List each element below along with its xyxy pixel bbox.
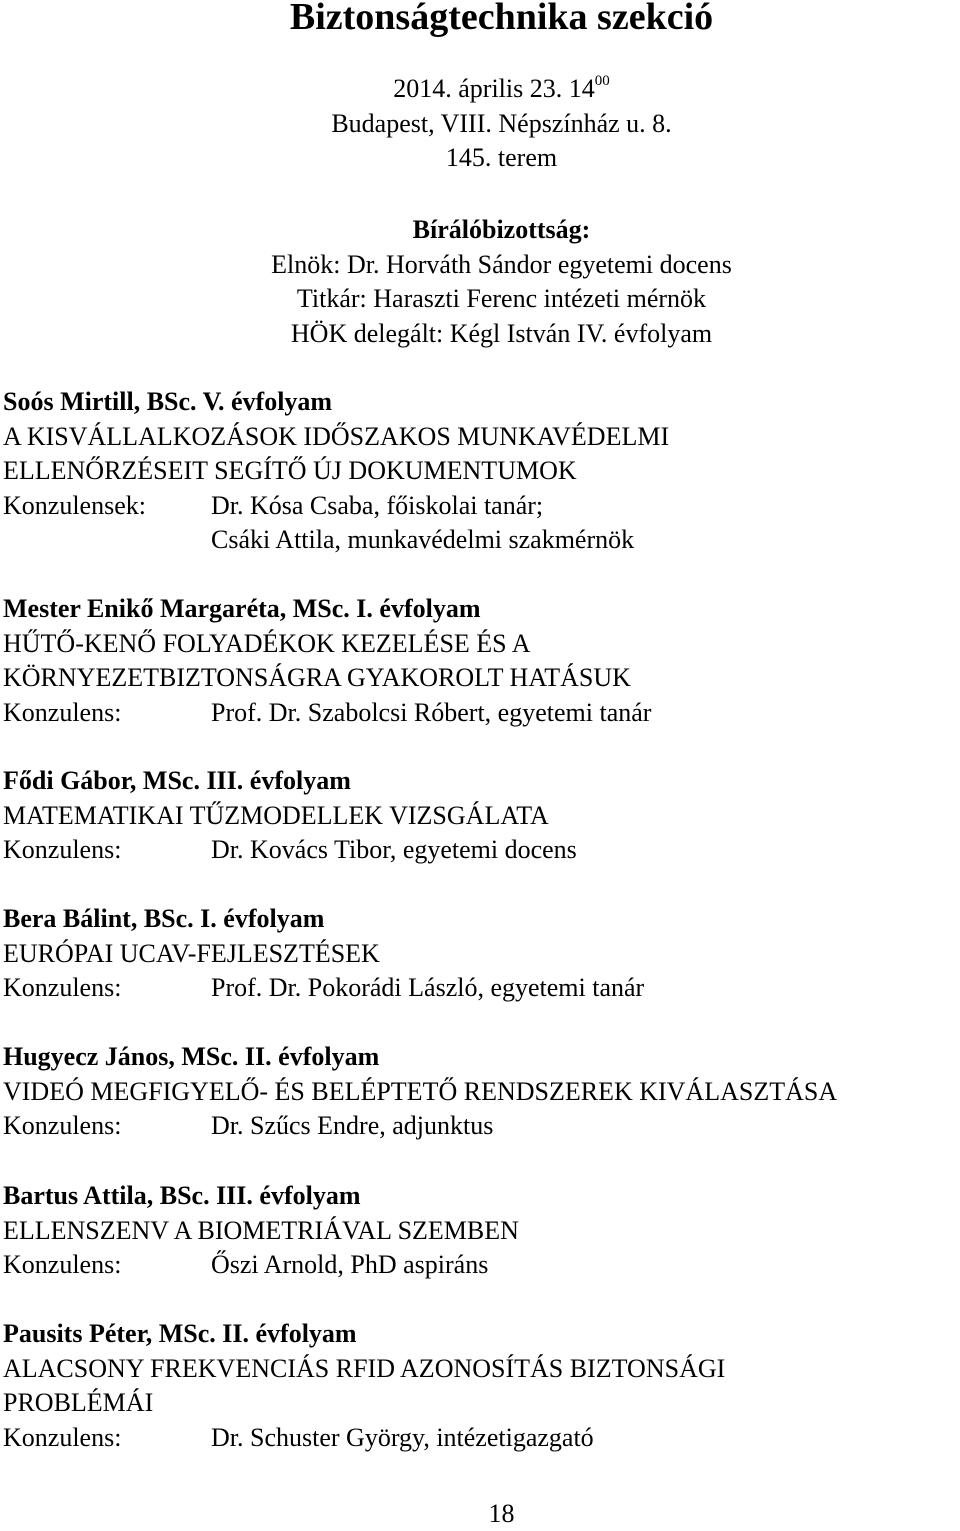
presentation-title-line: VIDEÓ MEGFIGYELŐ- ÉS BELÉPTETŐ RENDSZEREK KIVÁLASZTÁSA — [3, 1076, 838, 1106]
presenter-name: Mester Enikő Margaréta, MSc. I. évfolyam — [3, 594, 481, 623]
consultant-label: Konzulens: — [3, 973, 122, 1002]
consultant-row — [3, 696, 958, 731]
presentation-title-line: A KISVÁLLALKOZÁSOK IDŐSZAKOS MUNKAVÉDELMI — [3, 421, 670, 451]
consultant-name: Prof. Dr. Pokorádi László, egyetemi tanár — [211, 973, 645, 1002]
presentation-title-line: HŰTŐ-KENŐ FOLYADÉKOK KEZELÉSE ÉS A — [3, 628, 531, 658]
consultant-row — [3, 1248, 958, 1283]
event-date — [0, 72, 960, 107]
presenter-name: Fődi Gábor, MSc. III. évfolyam — [3, 766, 351, 795]
consultant-label: Konzulens: — [3, 1111, 122, 1140]
committee-heading: Bírálóbizottság: — [412, 215, 591, 244]
consultant-name: Őszi Arnold, PhD aspiráns — [211, 1250, 489, 1279]
presentation-title-line: PROBLÉMÁI — [3, 1388, 154, 1417]
presentation-item — [3, 385, 958, 558]
consultant-row — [3, 489, 958, 524]
presenter-name: Bera Bálint, BSc. I. évfolyam — [3, 904, 325, 933]
presentation-item — [3, 1317, 958, 1455]
consultant-row — [3, 833, 958, 868]
presentation-title-line: ELLENŐRZÉSEIT SEGÍTŐ ÚJ DOKUMENTUMOK — [3, 456, 577, 485]
consultant-label: Konzulens: — [3, 835, 122, 864]
presentation-title-line: KÖRNYEZETBIZTONSÁGRA GYAKOROLT HATÁSUK — [3, 663, 631, 692]
event-date-text: 2014. április 23. 14 — [393, 74, 595, 103]
consultant-label: Konzulens: — [3, 697, 122, 727]
presentation-item — [3, 1179, 958, 1283]
consultant-name: Dr. Schuster György, intézetigazgató — [211, 1422, 594, 1452]
committee-member: HÖK delegált: Kégl István IV. évfolyam — [290, 318, 713, 348]
consultant-row — [3, 1421, 958, 1456]
presentation-title-line: MATEMATIKAI TŰZMODELLEK VIZSGÁLATA — [3, 800, 549, 830]
committee-block — [0, 213, 960, 351]
committee-member: Elnök: Dr. Horváth Sándor egyetemi docens — [271, 249, 732, 279]
presentation-item — [3, 592, 958, 730]
consultant-row — [3, 971, 958, 1006]
committee-member: Titkár: Haraszti Ferenc intézeti mérnök — [296, 284, 707, 313]
presenter-name: Soós Mirtill, BSc. V. évfolyam — [3, 387, 333, 416]
presenter-name: Bartus Attila, BSc. III. évfolyam — [3, 1181, 361, 1210]
consultant-row — [3, 1109, 958, 1144]
presentation-item — [3, 764, 958, 868]
event-room: 145. terem — [445, 143, 558, 172]
event-info — [0, 72, 960, 176]
presenter-name: Hugyecz János, MSc. II. évfolyam — [3, 1042, 380, 1071]
consultant-name: Dr. Kósa Csaba, főiskolai tanár; — [211, 490, 544, 520]
presentation-item — [3, 902, 958, 1006]
event-address: Budapest, VIII. Népszínház u. 8. — [331, 108, 672, 138]
section-title: Biztonságtechnika szekció — [289, 0, 714, 38]
presenter-name: Pausits Péter, MSc. II. évfolyam — [3, 1319, 357, 1348]
consultant-name: Dr. Kovács Tibor, egyetemi docens — [211, 835, 577, 864]
consultant-label: Konzulens: — [3, 1422, 122, 1452]
consultant-name: Prof. Dr. Szabolcsi Róbert, egyetemi tanár — [211, 697, 652, 727]
page-number: 18 — [488, 1499, 515, 1528]
event-time-superscript: 00 — [594, 73, 610, 89]
consultant-label: Konzulensek: — [3, 490, 146, 520]
consultant-name: Dr. Szűcs Endre, adjunktus — [211, 1111, 494, 1140]
presentation-title-line: ELLENSZENV A BIOMETRIÁVAL SZEMBEN — [3, 1215, 519, 1245]
presentation-title-line: ALACSONY FREKVENCIÁS RFID AZONOSÍTÁS BIZTONSÁGI — [3, 1353, 726, 1383]
consultant-name: Csáki Attila, munkavédelmi szakmérnök — [211, 525, 635, 554]
presentation-title-line: EURÓPAI UCAV-FEJLESZTÉSEK — [3, 938, 380, 968]
presentation-item — [3, 1040, 958, 1144]
consultant-label: Konzulens: — [3, 1250, 122, 1279]
